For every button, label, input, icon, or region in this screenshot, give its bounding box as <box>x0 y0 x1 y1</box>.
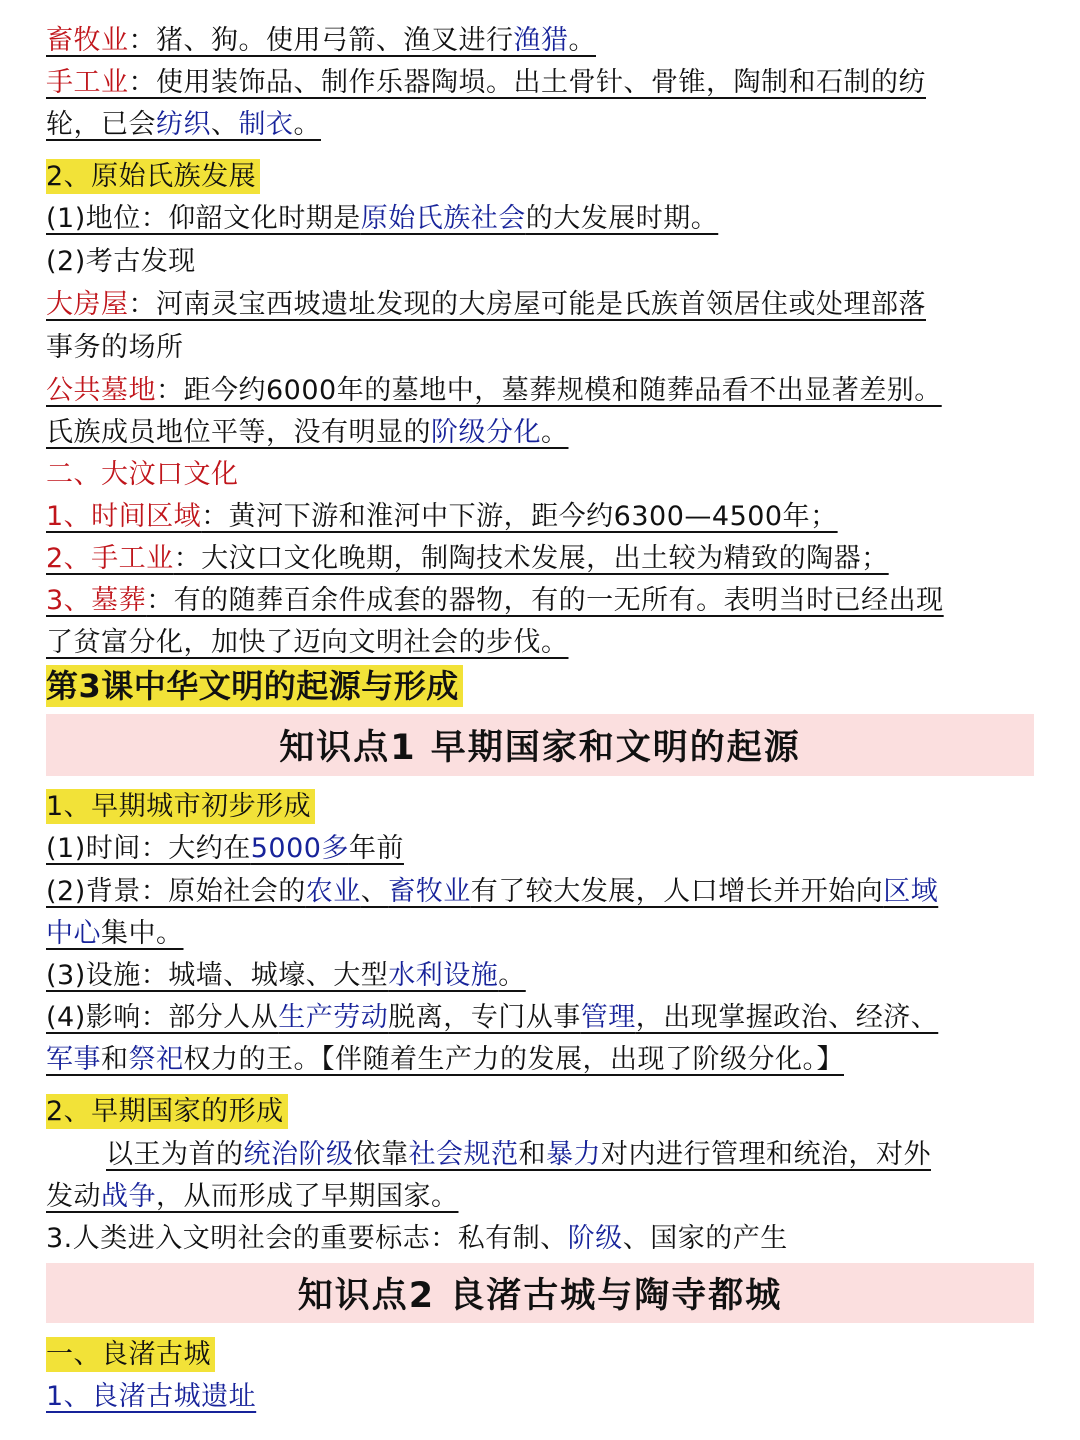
knowledge-point-1-banner: 知识点1 早期国家和文明的起源 <box>46 714 1034 776</box>
heading-liangzhu-site: 1、良渚古城遗址 <box>46 1381 257 1412</box>
line-animal-husbandry: 畜牧业：猪、狗。使用弓箭、渔叉进行渔猎。 <box>46 25 596 56</box>
heading-liangzhu: 一、良渚古城 <box>46 1338 215 1372</box>
heading-dawenkou: 二、大汶口文化 <box>46 459 239 490</box>
line-influence-cont: 军事和祭祀权力的王。【伴随着生产力的发展，出现了阶级分化。】 <box>46 1044 844 1075</box>
line-wealth-gap: 了贫富分化，加快了迈向文明社会的步伐。 <box>46 627 569 658</box>
line-weaving: 轮，已会纺织、制衣。 <box>46 109 321 140</box>
line-handicraft: 手工业：使用装饰品、制作乐器陶埙。出土骨针、骨锥，陶制和石制的纺 <box>46 67 926 98</box>
line-big-house-cont: 事务的场所 <box>46 332 184 363</box>
line-influence: (4)影响：部分人从生产劳动脱离，专门从事管理，出现掌握政治、经济、 <box>46 1002 939 1033</box>
line-city-time: (1)时间：大约在5000多年前 <box>46 833 404 864</box>
line-state-formation: 以王为首的统治阶级依靠社会规范和暴力对内进行管理和统治，对外 <box>106 1139 931 1170</box>
line-facilities: (3)设施：城墙、城壕、大型水利设施。 <box>46 960 526 991</box>
knowledge-point-2-banner: 知识点2 良渚古城与陶寺都城 <box>46 1263 1034 1323</box>
heading-clan-development: 2、原始氏族发展 <box>46 160 260 194</box>
lesson-title: 第3课中华文明的起源与形成 <box>46 669 463 703</box>
line-civilization-markers: 3.人类进入文明社会的重要标志：私有制、阶级、国家的产生 <box>46 1223 788 1254</box>
line-burial: 3、墓葬：有的随葬百余件成套的器物，有的一无所有。表明当时已经出现 <box>46 585 944 616</box>
line-equality: 氏族成员地位平等，没有明显的阶级分化。 <box>46 417 569 448</box>
line-state-formation-cont: 发动战争，从而形成了早期国家。 <box>46 1181 459 1212</box>
line-background-cont: 中心集中。 <box>46 918 184 949</box>
line-public-cemetery: 公共墓地：距今约6000年的墓地中，墓葬规模和随葬品看不出显著差别。 <box>46 375 942 406</box>
line-background: (2)背景：原始社会的农业、畜牧业有了较大发展，人口增长并开始向区域 <box>46 876 939 907</box>
heading-early-state: 2、早期国家的形成 <box>46 1095 288 1129</box>
line-archaeology: (2)考古发现 <box>46 246 196 277</box>
line-big-house: 大房屋：河南灵宝西坡遗址发现的大房屋可能是氏族首领居住或处理部落 <box>46 289 926 320</box>
line-time-region: 1、时间区域：黄河下游和淮河中下游，距今约6300—4500年； <box>46 501 838 532</box>
heading-early-cities: 1、早期城市初步形成 <box>46 790 315 824</box>
line-dawenkou-handicraft: 2、手工业：大汶口文化晚期，制陶技术发展，出土较为精致的陶器； <box>46 543 889 574</box>
line-status: (1)地位：仰韶文化时期是原始氏族社会的大发展时期。 <box>46 203 719 234</box>
